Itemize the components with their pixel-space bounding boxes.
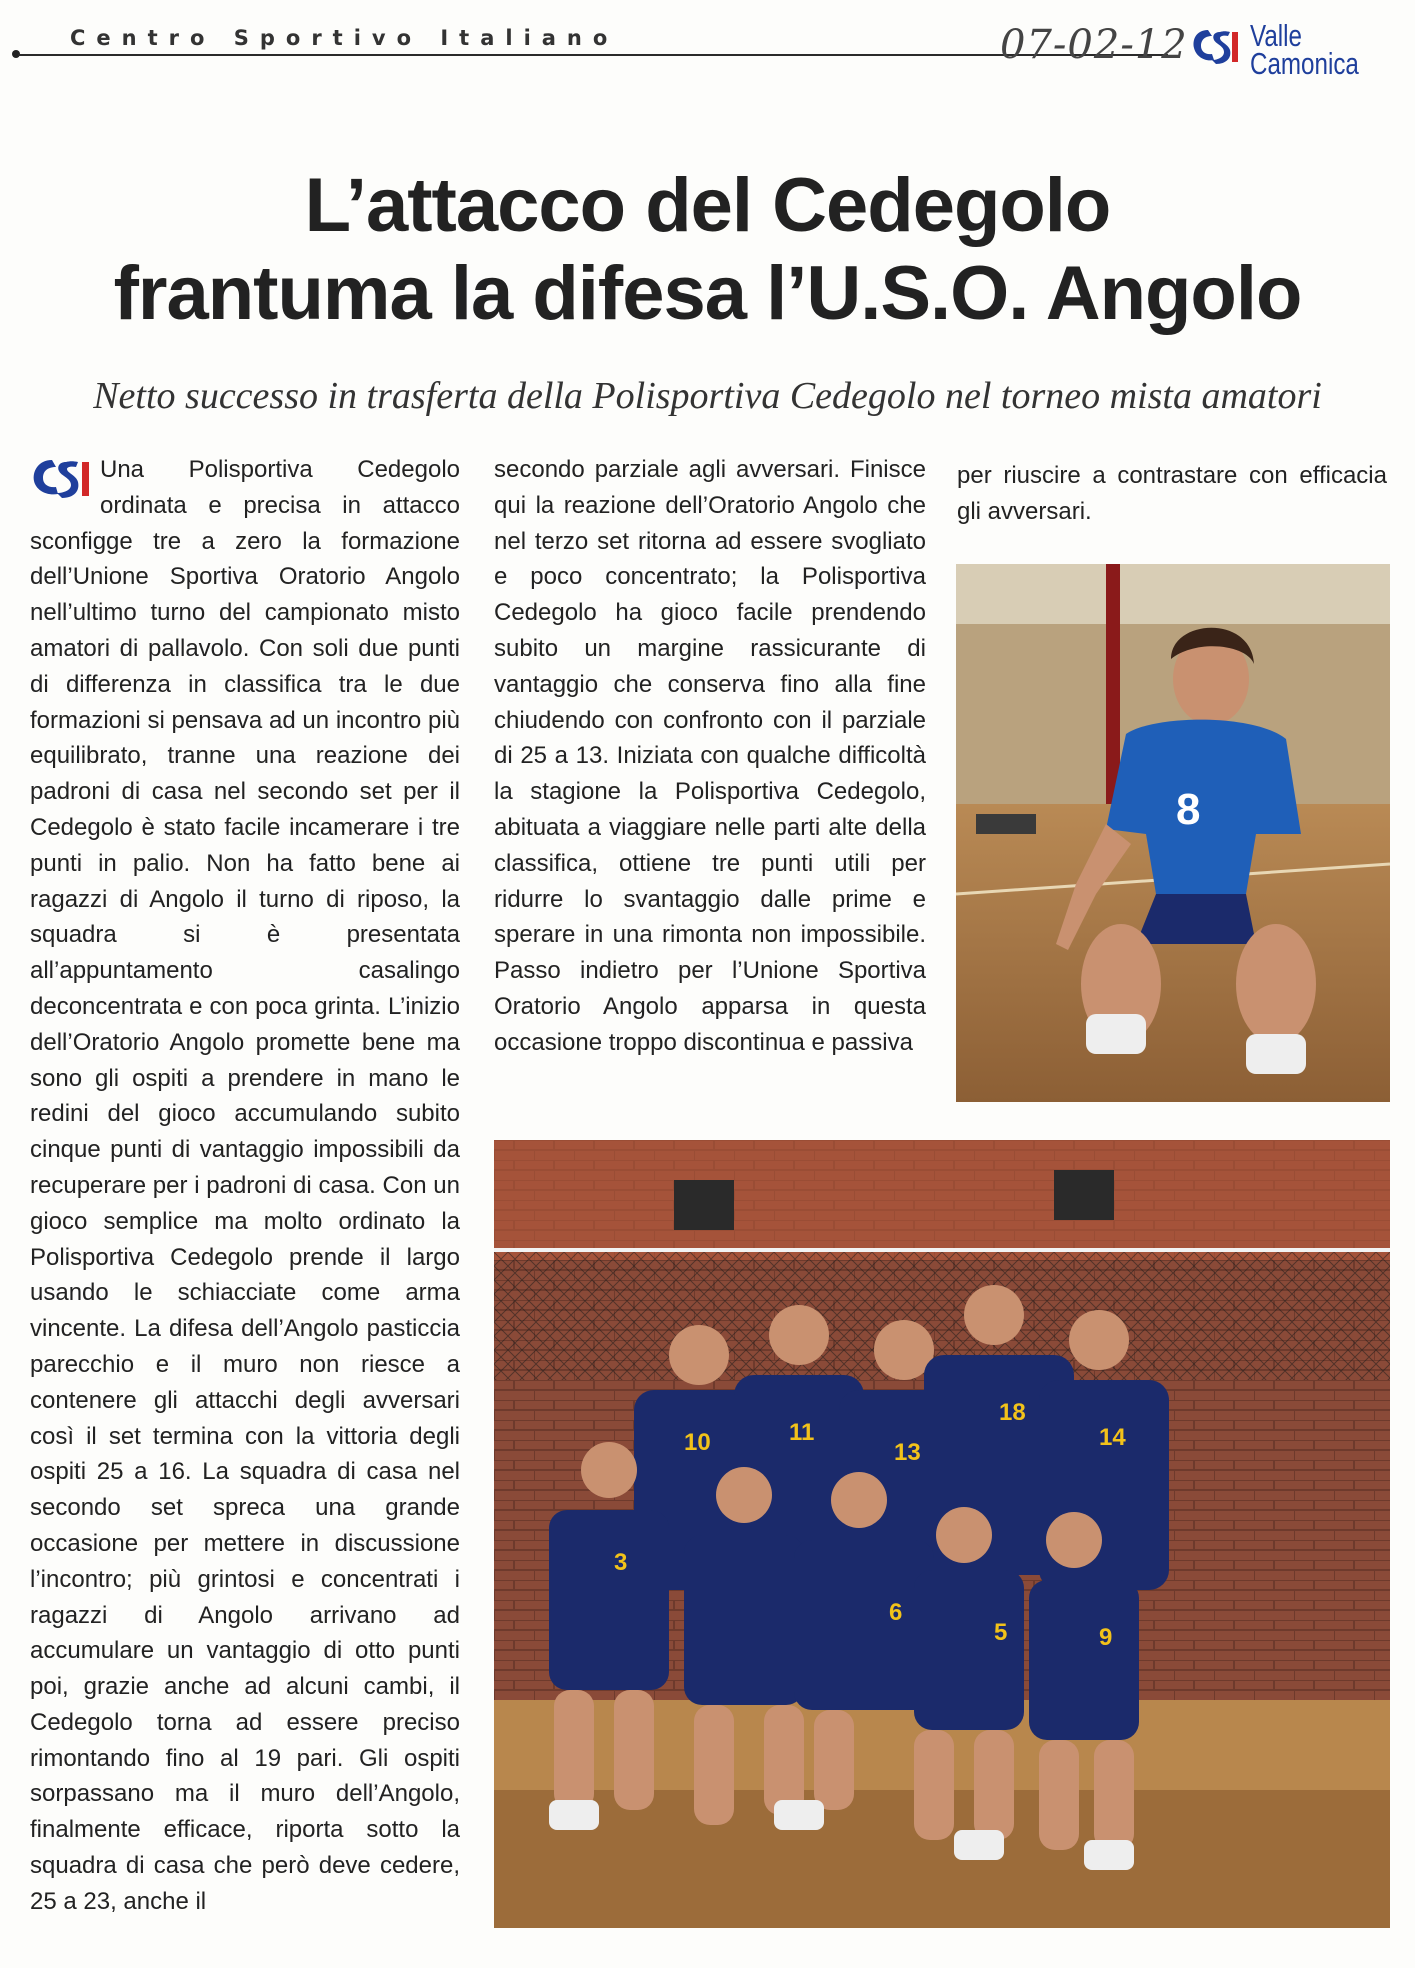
article-column-1 <box>30 452 460 1920</box>
jersey-number-3: 13 <box>894 1439 921 1466</box>
jersey-number-8: 5 <box>994 1619 1008 1646</box>
csi-logo <box>1190 26 1242 66</box>
article-subtitle: Netto successo in trasferta della Polisportiva Cedegolo nel torneo mista amatori <box>93 375 1322 417</box>
team-photo <box>494 1140 1390 1928</box>
handwritten-date: 07-02-12 <box>1000 22 1188 68</box>
column-2-text: secondo parziale agli avversari. Finisce qui la reazione dell’Oratorio Angolo che nel terzo set ritorna ad essere svogliato e poco concentrato; la Polisportiva Cedegolo ha gioco facile prendendo subito un margine rassicurante di vantaggio che conserva fino alla fine chiudendo con confronto con il parziale di 25 a 13. Iniziata con qualche difficoltà la stagione la Polisportiva Cedegolo, abituata a viaggiare nelle parti alte della classifica, ottiene tre punti utili per ridurre lo svantaggio dalle prime e sperare in una rimonta non impossibile. Passo indietro per l’Unione Sportiva Oratorio Angolo apparsa in questa occasione troppo discontinua e passiva <box>494 456 926 1056</box>
title-line-2: frantuma la difesa l’U.S.O. Angolo <box>113 251 1302 336</box>
player-photo <box>956 564 1390 1102</box>
jersey-number-6: 3 <box>614 1549 628 1576</box>
article-column-3 <box>957 458 1387 530</box>
article-column-2 <box>494 452 926 1061</box>
masthead: Centro Sportivo Italiano <box>70 26 619 50</box>
jersey-number-9: 9 <box>1099 1624 1113 1651</box>
jersey-number-1: 10 <box>684 1429 711 1456</box>
jersey-number-4: 18 <box>999 1399 1026 1426</box>
wordmark-line-1: Valle <box>1250 18 1302 53</box>
jersey-number-7: 6 <box>889 1599 903 1626</box>
jersey-number-2: 11 <box>789 1419 815 1446</box>
wordmark-line-2: Camonica <box>1250 46 1359 81</box>
header-rule <box>18 54 1168 56</box>
jersey-number-5: 14 <box>1099 1424 1126 1451</box>
csi-drop-logo <box>30 456 94 500</box>
player-jersey-number: 8 <box>1176 785 1201 834</box>
column-1-text: Una Polisportiva Cedegolo ordinata e precisa in attacco sconfigge tre a zero la formazione dell’Unione Sportiva Oratorio Angolo nell’ultimo turno del campionato misto amatori di pallavolo. Con soli due punti di differenza in classifica tra le due formazioni si pensava ad un incontro più equilibrato, tranne una reazione dei padroni di casa nel secondo set per il Cedegolo è stato facile incamerare i tre punti in palio. Non ha fatto bene ai ragazzi di Angolo il turno di riposo, la squadra si è presentata all’appuntamento casalingo deconcentrata e con poca grinta. L’inizio dell’Oratorio Angolo promette bene ma sono gli ospiti a prendere in mano le redini del gioco accumulando subito cinque punti di vantaggio impossibili da recuperare per i padroni di casa. Con un gioco semplice ma molto ordinato la Polisportiva Cedegolo prende il largo usando le schiacciate come arma vincente. La difesa dell’Angolo pasticcia parecchio e il muro non riesce a contenere gli attacchi degli avversari così il set termina con la vittoria degli ospiti 25 a 16. La squadra di casa nel secondo set spreca una grande occasione per mettere in discussione l’incontro; più grintosi e concentrati i ragazzi di Angolo arrivano ad accumulare un vantaggio di otto punti poi, grazie anche ad alcuni cambi, il Cedegolo torna ad essere preciso rimontando fino al 19 pari. Gli ospiti sorpassano ma il muro dell’Angolo, finalmente efficace, riporta sotto la squadra di casa che però deve cedere, 25 a 23, anche il <box>30 456 460 1915</box>
column-3-text: per riuscire a contrastare con efficacia gli avversari. <box>957 462 1387 525</box>
article-title <box>0 162 1415 338</box>
title-line-1: L’attacco del Cedegolo <box>304 163 1111 248</box>
valle-camonica-wordmark <box>1250 18 1359 81</box>
